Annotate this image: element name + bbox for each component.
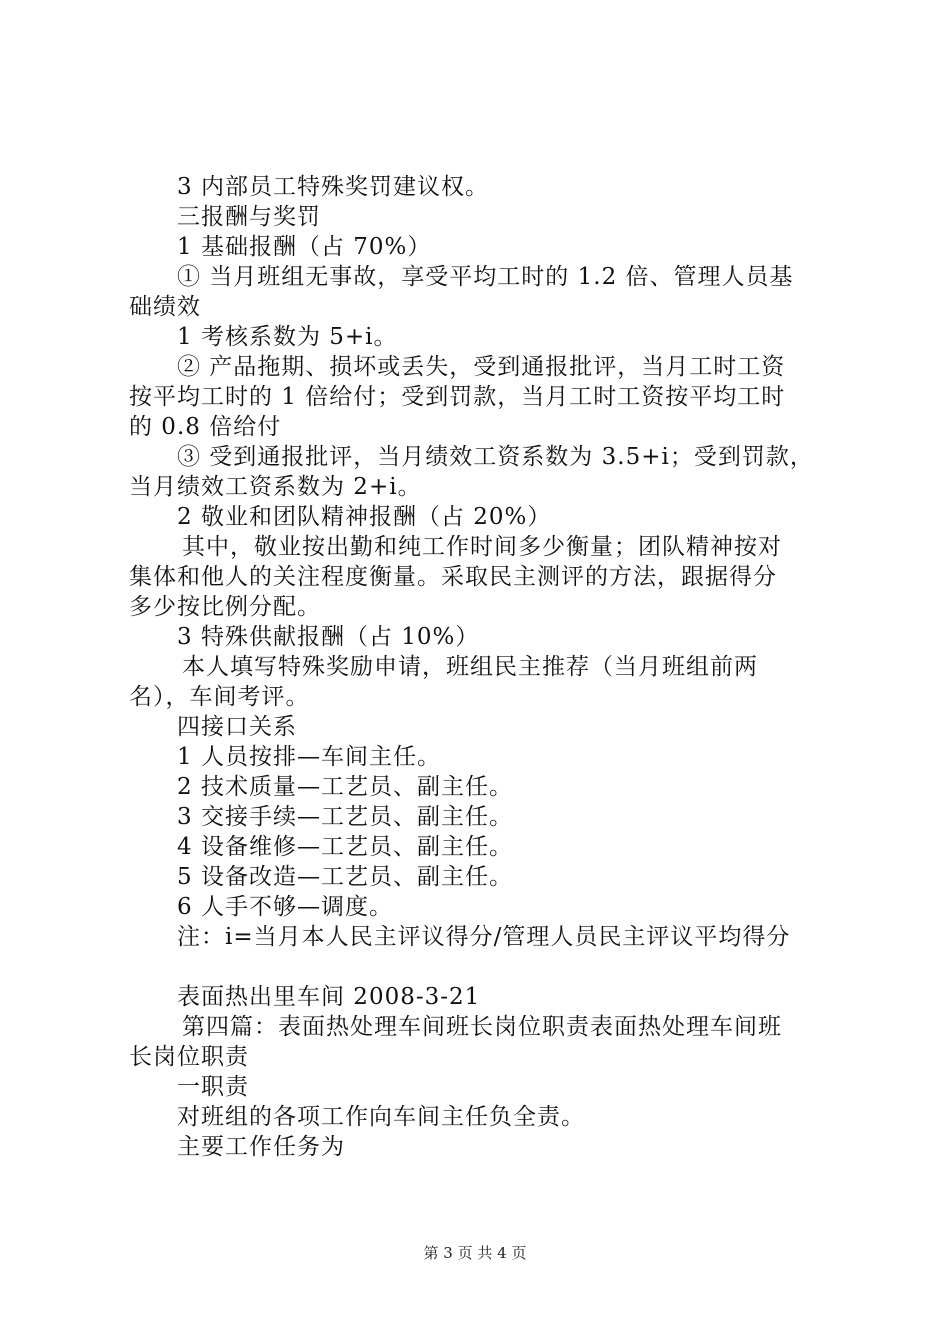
text-line: ③ 受到通报批评，当月绩效工资系数为 3.5+i；受到罚款， (177, 444, 814, 470)
list-item: 6 人手不够—调度。 (177, 894, 393, 920)
text-line: 集体和他人的关注程度衡量。采取民主测评的方法，跟据得分 (129, 564, 777, 590)
chapter-heading-continued: 长岗位职责 (129, 1044, 249, 1070)
note-line: 注：i=当月本人民主评议得分/管理人员民主评议平均得分 (177, 924, 791, 950)
list-item: 1 人员按排—车间主任。 (177, 744, 441, 770)
subsection-heading: 2 敬业和团队精神报酬（占 20%） (177, 504, 552, 530)
text-line: 的 0.8 倍给付 (129, 414, 282, 440)
text-line: 其中，敬业按出勤和纯工作时间多少衡量；团队精神按对 (182, 534, 782, 560)
subsection-heading: 3 特殊供献报酬（占 10%） (177, 624, 480, 650)
section-heading: 三报酬与奖罚 (177, 204, 321, 230)
blank-line (129, 952, 835, 982)
subsection-heading: 1 基础报酬（占 70%） (177, 234, 432, 260)
list-item: 5 设备改造—工艺员、副主任。 (177, 864, 513, 890)
signature-line: 表面热出里车间 2008-3-21 (177, 984, 481, 1010)
text-line: 主要工作任务为 (177, 1134, 345, 1160)
text-line: 名），车间考评。 (129, 684, 310, 710)
text-line: 当月绩效工资系数为 2+i。 (129, 474, 422, 500)
text-line: 础绩效 (129, 294, 201, 320)
text-line: 按平均工时的 1 倍给付；受到罚款，当月工时工资按平均工时 (129, 384, 786, 410)
section-heading: 四接口关系 (177, 714, 297, 740)
text-line: 3 内部员工特殊奖罚建议权。 (177, 174, 489, 200)
page-footer: 第 3 页 共 4 页 (423, 1244, 527, 1262)
text-line: 多少按比例分配。 (129, 594, 321, 620)
list-item: 4 设备维修—工艺员、副主任。 (177, 834, 513, 860)
section-heading: 一职责 (177, 1074, 249, 1100)
text-line: 对班组的各项工作向车间主任负全责。 (177, 1104, 585, 1130)
text-line: 本人填写特殊奖励申请，班组民主推荐（当月班组前两 (182, 654, 758, 680)
list-item: 3 交接手续—工艺员、副主任。 (177, 804, 513, 830)
text-line: 1 考核系数为 5+i。 (177, 324, 398, 350)
list-item: 2 技术质量—工艺员、副主任。 (177, 774, 513, 800)
document-body (129, 172, 835, 1162)
text-line: ① 当月班组无事故，享受平均工时的 1.2 倍、管理人员基 (177, 264, 794, 290)
text-line: ② 产品拖期、损坏或丢失，受到通报批评，当月工时工资 (177, 354, 786, 380)
chapter-heading: 第四篇：表面热处理车间班长岗位职责表面热处理车间班 (182, 1014, 782, 1040)
